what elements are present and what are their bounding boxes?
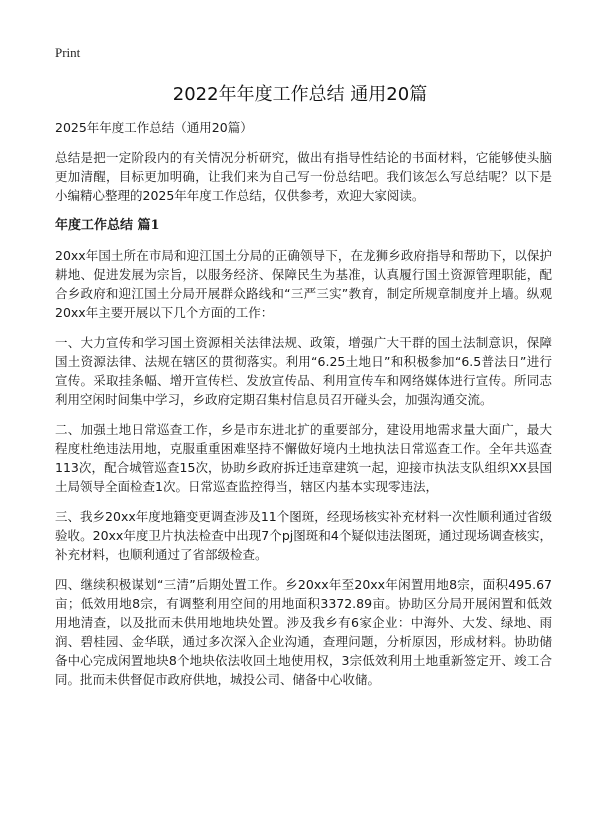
intro-paragraph: 总结是把一定阶段内的有关情况分析研究，做出有指导性结论的书面材料，它能够使头脑更加清醒，目标更加明确，让我们来为自己写一份总结吧。我们该怎么写总结呢？以下是小编精心整理的2025年年度工作总结，仅供参考，欢迎大家阅读。	[55, 150, 552, 203]
print-link[interactable]: Print	[55, 45, 81, 60]
body-paragraph-4: 三、我乡20xx年度地籍变更调查涉及11个图斑，经现场核实补充材料一次性顺利通过省级验收。20xx年度卫片执法检查中出现7个pj图斑和4个疑似违法图斑，通过现场调查核实，补充材料，也顺利通过了省部级检查。	[55, 509, 552, 562]
document-subtitle: 2025年年度工作总结（通用20篇）	[55, 120, 253, 135]
document-body	[55, 118, 552, 700]
document-title: 2022年年度工作总结 通用20篇	[172, 84, 428, 105]
body-paragraph-3: 二、加强土地日常巡查工作，乡是市东进北扩的重要部分，建设用地需求量大面广，最大程度杜绝违法用地，克服重重困难坚持不懈做好境内土地执法日常巡查工作。全年共巡查113次，配合城管巡查15次，协助乡政府拆迁违章建筑一起，迎接市执法支队组织XX县国土局领导全面检查1次。日常巡查监控得当，辖区内基本实现零违法，	[55, 422, 552, 494]
body-paragraph-5: 四、继续积极谋划“三清”后期处置工作。乡20xx年至20xx年闲置用地8宗，面积495.67亩；低效用地8宗，有调整利用空间的用地面积3372.89亩。协助区分局开展闲置和低效用地清查，以及批而未供用地地块处置。涉及我乡有6家企业：中海外、大发、绿地、雨润、碧桂园、金华联，通过多次深入企业沟通，查理问题，分析原因，形成材料。协助储备中心完成闲置地块8个地块依法收回土地使用权，3宗低效利用土地重新签定开、竣工合同。批而未供督促市政府供地，城投公司、储备中心收储。	[55, 577, 552, 687]
section-heading: 年度工作总结 篇1	[55, 218, 160, 233]
body-paragraph-1: 20xx年国土所在市局和迎江国土分局的正确领导下，在龙狮乡政府指导和帮助下，以保护耕地、促进发展为宗旨，以服务经济、保障民生为基准，认真履行国土资源管理职能，配合乡政府和迎江国土分局开展群众路线和“三严三实”教育，制定所规章制度并上墙。纵观20xx年主要开展以下几个方面的工作：	[55, 248, 552, 320]
body-paragraph-2: 一、大力宣传和学习国土资源相关法律法规、政策，增强广大干群的国土法制意识，保障国土资源法律、法规在辖区的贯彻落实。利用“6.25土地日”和积极参加“6.5普法日”进行宣传。采取挂条幅、增开宣传栏、发放宣传品、利用宣传车和网络媒体进行宣传。所同志利用空闲时间集中学习，乡政府定期召集村信息员召开碰头会，加强沟通交流。	[55, 335, 552, 407]
